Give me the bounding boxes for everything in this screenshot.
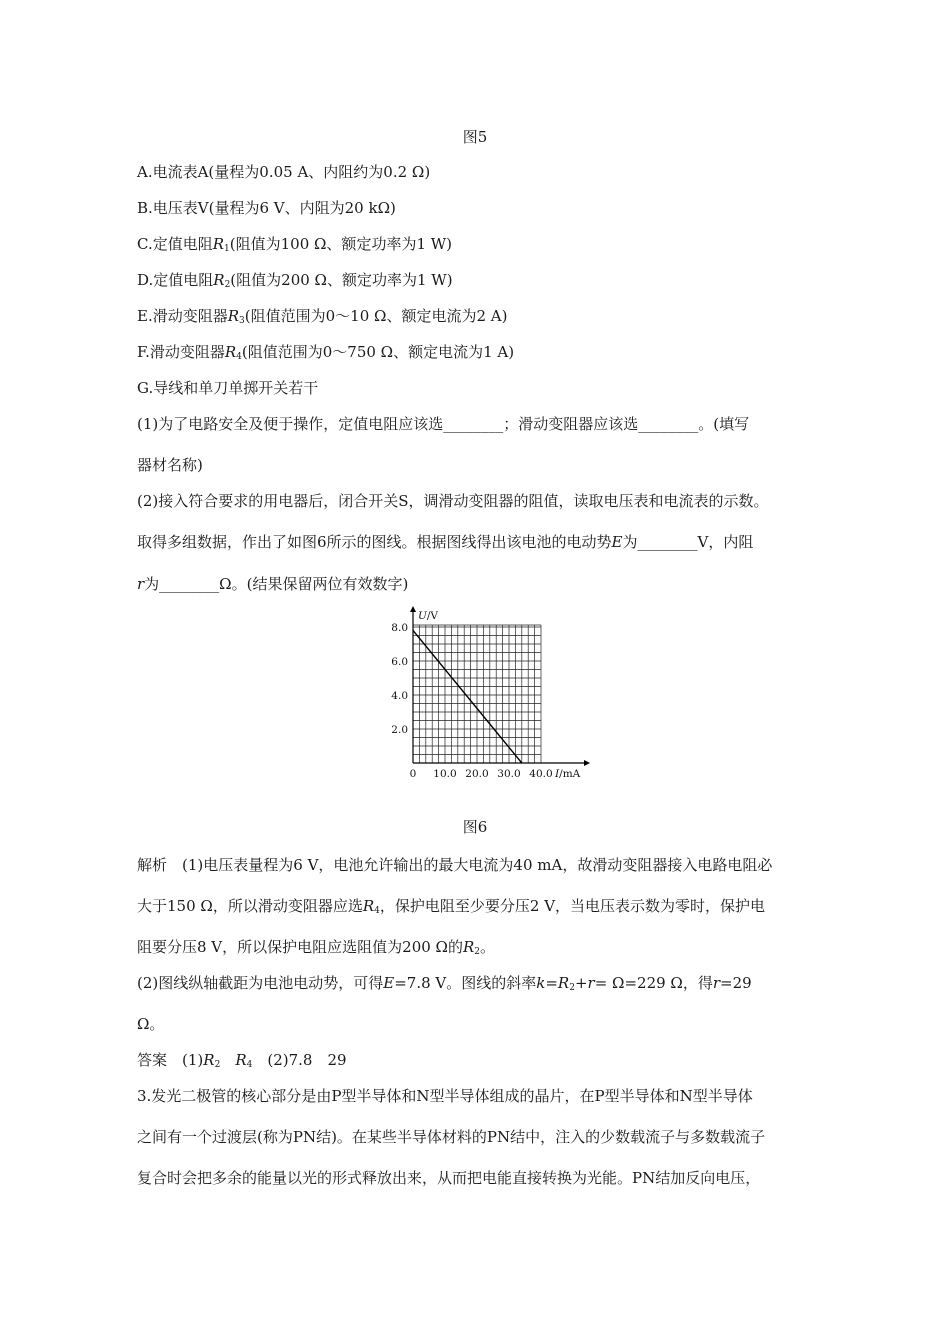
question-3-line-1: 3.发光二极管的核心部分是由P型半导体和N型半导体组成的晶片，在P型半导体和N型半导体 (137, 1087, 753, 1105)
x-tick-label: 0 (409, 768, 417, 780)
analysis-line-4: (2)图线纵轴截距为电池电动势，可得E=7.8 V。图线的斜率$k=R_2+r= \Omega=229$ Ω，得r=29 (137, 974, 752, 993)
chart-axes (410, 606, 590, 766)
ui-graph-figure-6 (370, 604, 600, 786)
analysis-line-1: 解析 (1)电压表量程为6 V，电池允许输出的最大电流为40 mA，故滑动变阻器接入电路电阻必 (137, 856, 773, 874)
option-a: A.电流表A(量程为0.05 A、内阻约为0.2 Ω) (137, 163, 431, 181)
chart-grid (413, 625, 541, 763)
question-3-line-3: 复合时会把多余的能量以光的形式释放出来，从而把电能直接转换为光能。PN结加反向电压， (137, 1169, 761, 1187)
x-tick-label: 20.0 (465, 768, 489, 780)
y-axis-arrow (410, 606, 416, 612)
y-tick-label: 6.0 (391, 656, 408, 668)
x-axis-label: I/mA (555, 768, 581, 780)
y-axis-label: U/V (418, 610, 438, 622)
x-axis-arrow (584, 760, 590, 766)
question-3-line-2: 之间有一个过渡层(称为PN结)。在某些半导体材料的PN结中，注入的少数载流子与多数载流子 (137, 1128, 766, 1146)
answer-line: 答案 $(1)R_2$ $R_4$ (2)7.8 29 (137, 1051, 347, 1070)
option-g: G.导线和单刀单掷开关若干 (137, 379, 319, 397)
question-2-line-1: (2)接入符合要求的用电器后，闭合开关S，调滑动变阻器的阻值，读取电压表和电流表的示数。 (137, 492, 769, 510)
option-e: E.滑动变阻器$R_3$(阻值范围为0～10 Ω、额定电流为2 A) (137, 307, 508, 326)
question-2-line-3: r为________Ω。(结果保留两位有效数字) (137, 575, 409, 593)
option-d: D.定值电阻$R_2$(阻值为200 Ω、额定功率为1 W) (137, 271, 453, 290)
analysis-line-5: Ω。 (137, 1015, 165, 1033)
question-1-line-1: (1)为了电路安全及便于操作，定值电阻应该选________；滑动变阻器应该选________。(填写 (137, 415, 750, 433)
figure-6-caption: 图6 (462, 818, 488, 836)
series-line (413, 630, 522, 763)
y-tick-label: 4.0 (391, 690, 408, 702)
figure-5-caption: 图5 (462, 128, 488, 146)
analysis-line-2: 大于150 Ω，所以滑动变阻器应选$R_4$，保护电阻至少要分压2 V，当电压表示数为零时，保护电 (137, 897, 766, 916)
option-f: F.滑动变阻器$R_4$(阻值范围为0～750 Ω、额定电流为1 A) (137, 343, 515, 362)
analysis-line-3: 阻要分压8 V，所以保护电阻应选阻值为200 Ω的$R_2$。 (137, 938, 496, 957)
y-tick-label: 8.0 (391, 622, 408, 634)
x-tick-label: 40.0 (529, 768, 553, 780)
chart-series (413, 630, 522, 763)
question-1-line-2: 器材名称) (137, 456, 203, 474)
x-tick-label: 10.0 (433, 768, 457, 780)
option-c: C.定值电阻$R_1$(阻值为100 Ω、额定功率为1 W) (137, 235, 453, 254)
question-2-line-2: 取得多组数据，作出了如图6所示的图线。根据图线得出该电池的电动势E为________V，内阻 (137, 533, 754, 551)
x-tick-label: 30.0 (497, 768, 521, 780)
y-tick-label: 2.0 (391, 724, 408, 736)
option-b: B.电压表V(量程为6 V、内阻为20 kΩ) (137, 199, 396, 217)
